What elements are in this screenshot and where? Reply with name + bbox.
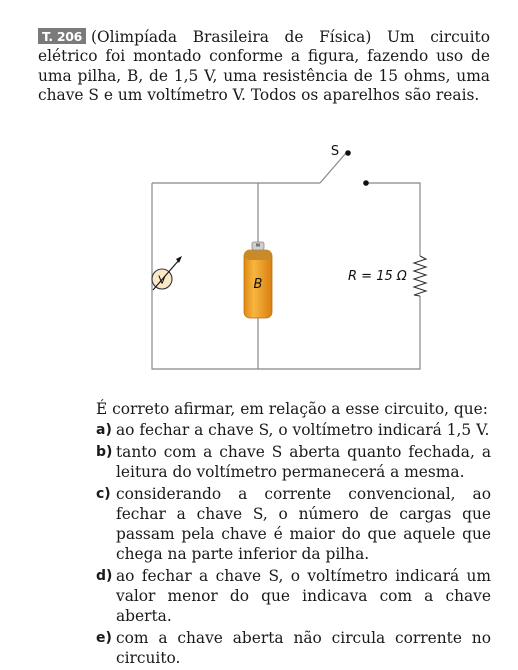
question-number-badge: T. 206: [38, 28, 86, 44]
answer-options: [96, 420, 491, 670]
option-a[interactable]: [96, 420, 491, 440]
battery-b: [244, 242, 272, 318]
circuit-figure: [130, 138, 450, 390]
resistor-r: [348, 256, 426, 296]
option-text: com a chave aberta não circula corrente no circuito.: [116, 629, 491, 667]
option-letter: d): [96, 568, 113, 584]
option-letter: a): [96, 422, 112, 438]
question-statement: [38, 28, 490, 106]
option-text: tanto com a chave S aberta quanto fechada, a leitura do voltímetro permanecerá a mesma.: [116, 443, 491, 481]
option-letter: e): [96, 630, 112, 646]
question-text: (Olimpíada Brasileira de Física) Um circuito elétrico foi montado conforme a figura, fazendo uso de uma pilha, B, de 1,5 V, uma resistência de 15 ohms, uma chave S e um voltímetro V. Todos os aparelhos são reais.: [38, 28, 490, 105]
option-text: ao fechar a chave S, o voltímetro indicará um valor menor do que indicava com a chave aberta.: [116, 567, 491, 625]
option-b[interactable]: [96, 442, 491, 482]
switch-label: S: [330, 144, 340, 159]
battery-label: B: [253, 277, 263, 292]
option-text: ao fechar a chave S, o voltímetro indicará 1,5 V.: [116, 421, 490, 439]
option-d[interactable]: [96, 566, 491, 626]
voltmeter: [152, 256, 182, 290]
resistor-label: R = 15 Ω: [348, 269, 407, 284]
option-c[interactable]: [96, 484, 491, 564]
voltmeter-label: V: [158, 273, 166, 287]
option-text: considerando a corrente convencional, ao fechar a chave S, o número de cargas que passam pela chave é maior do que aquele que chega na parte inferior da pilha.: [116, 485, 491, 563]
option-e[interactable]: [96, 628, 491, 668]
option-letter: b): [96, 444, 113, 460]
question-prompt: É correto afirmar, em relação a esse circuito, que:: [96, 400, 488, 418]
option-letter: c): [96, 486, 111, 502]
switch-s: [320, 144, 369, 186]
